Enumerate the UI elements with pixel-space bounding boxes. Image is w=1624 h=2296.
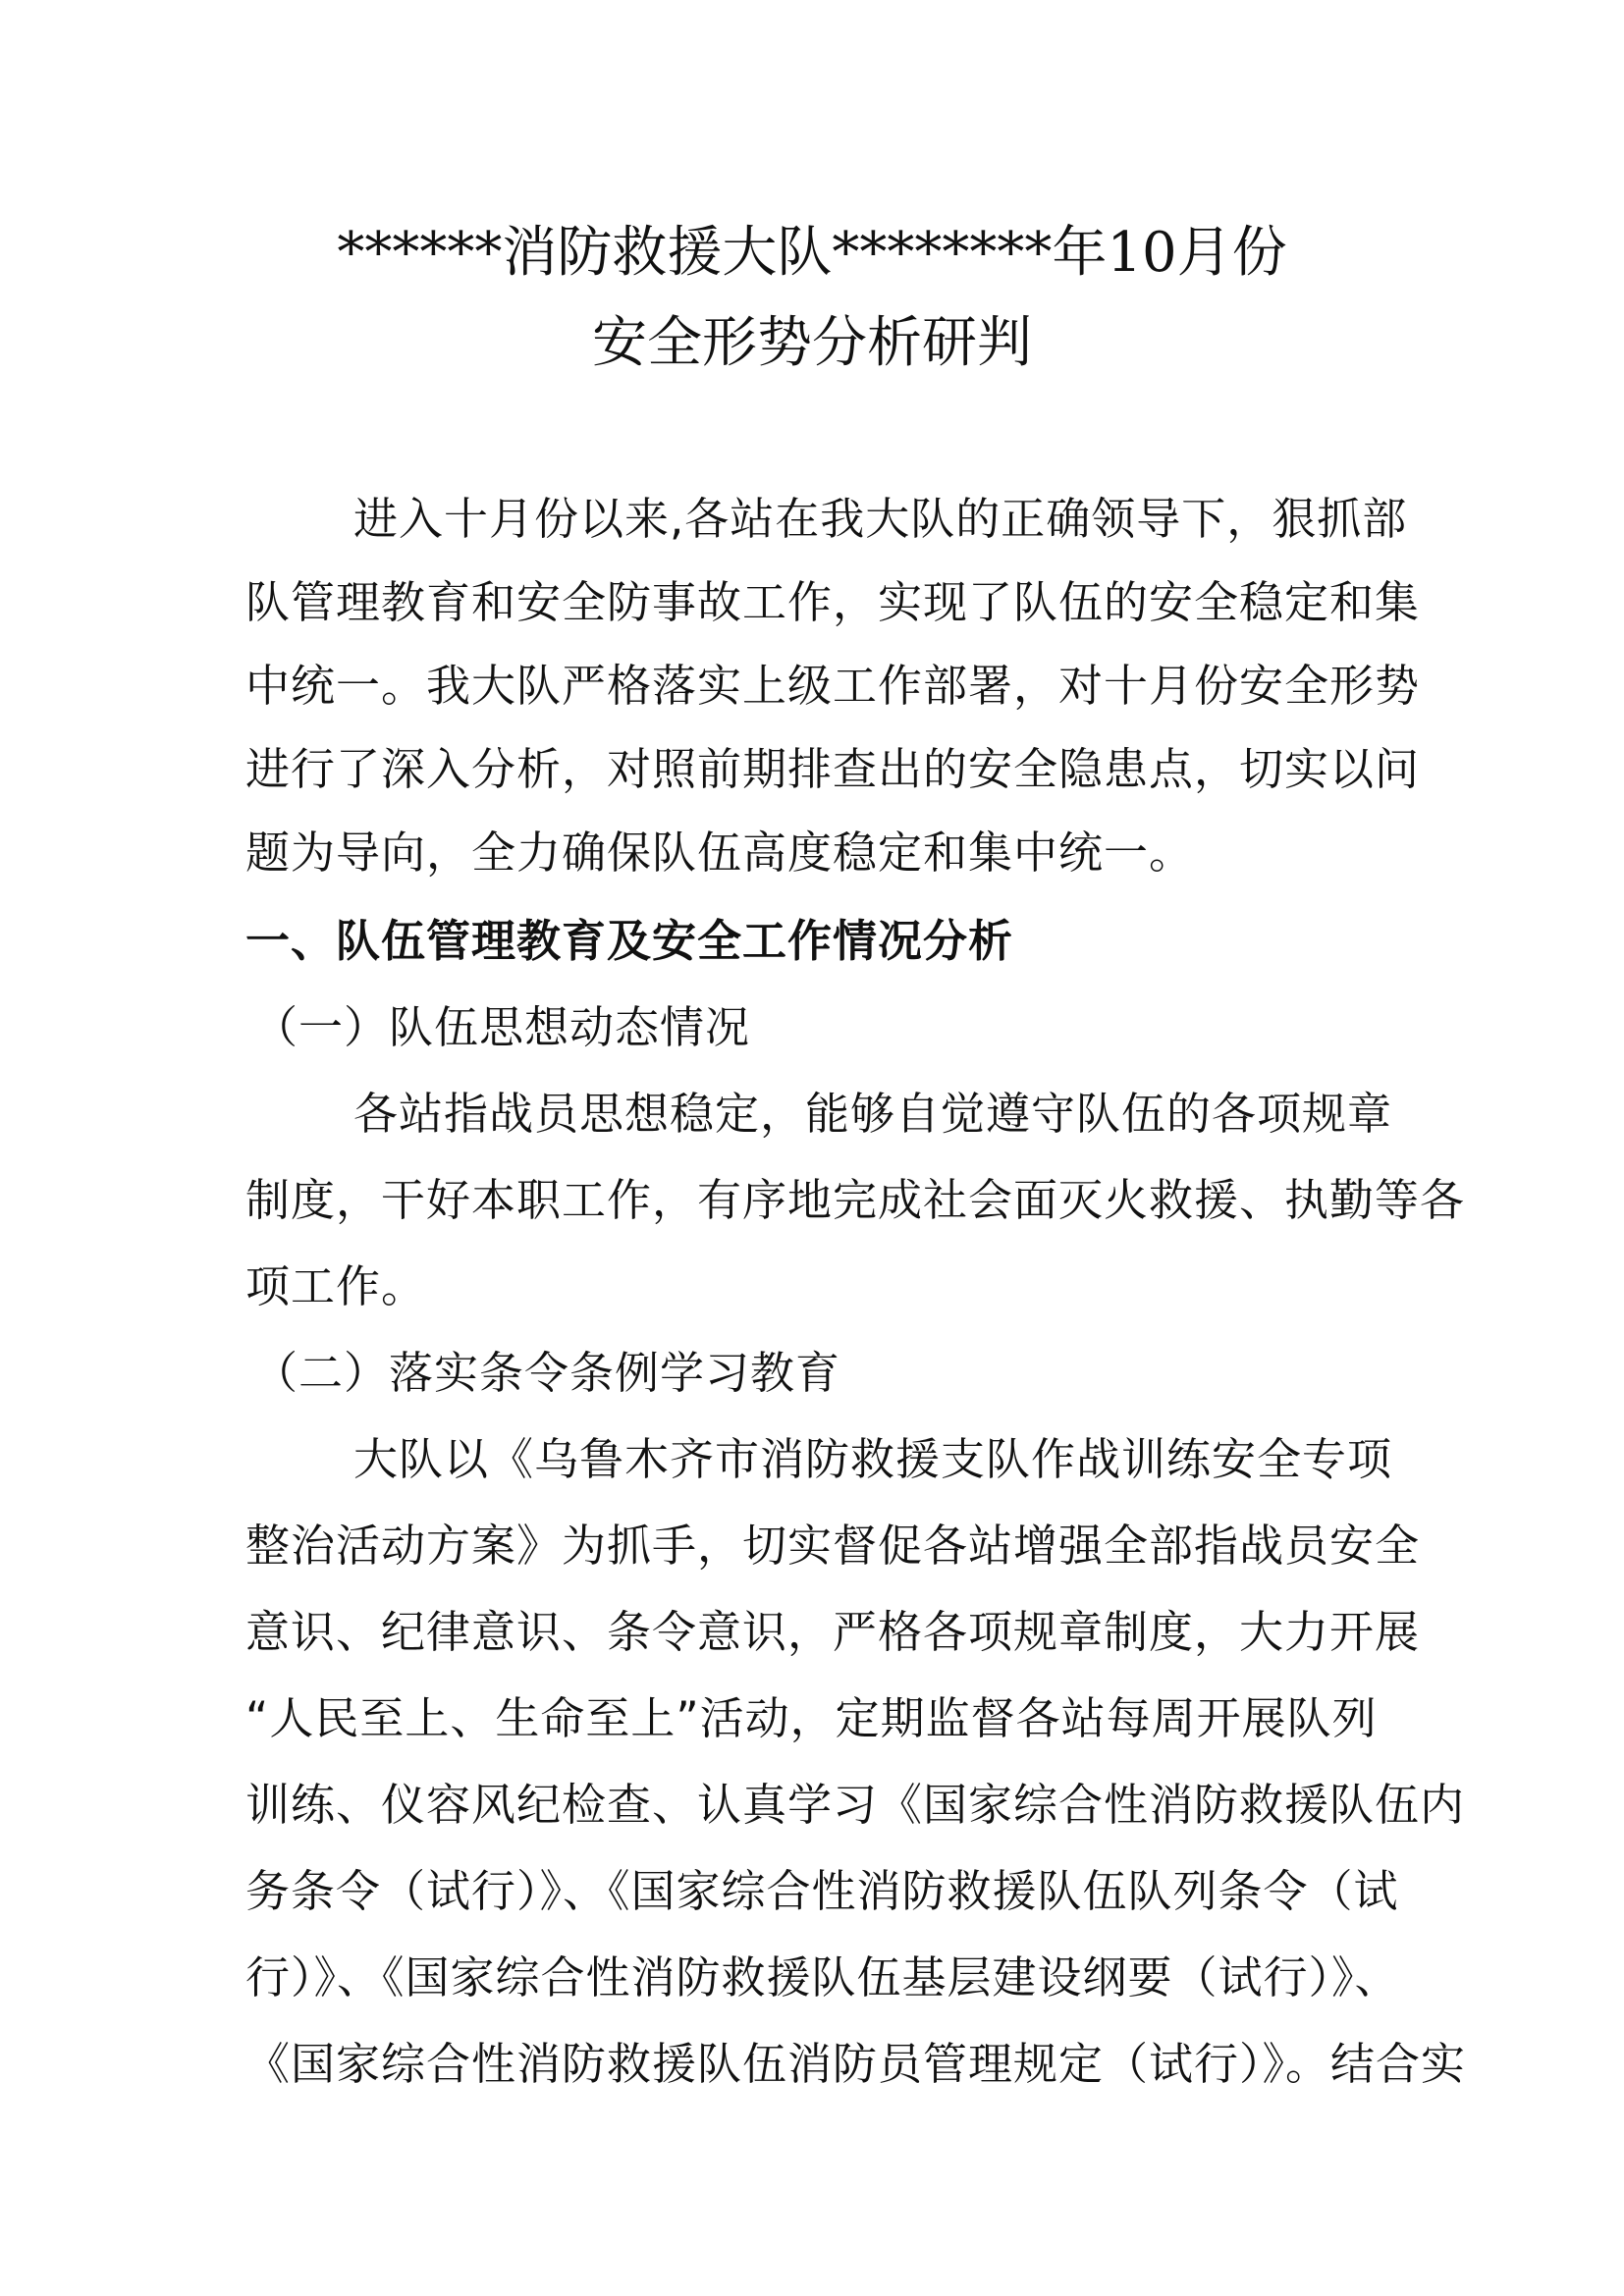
- paragraph-line: 《国家综合性消防救援队伍消防员管理规定（试行）》。结合实: [245, 2038, 1467, 2090]
- paragraph-line: 行）》、《国家综合性消防救援队伍基层建设纲要（试行）》、: [245, 1951, 1400, 2003]
- paragraph-line: 大队以《乌鲁木齐市消防救援支队作战训练安全专项: [353, 1433, 1393, 1485]
- paragraph-line: 各站指战员思想稳定，能够自觉遵守队伍的各项规章: [353, 1088, 1393, 1140]
- intro-line: 进行了深入分析，对照前期排查出的安全隐患点，切实以问: [245, 743, 1421, 795]
- intro-line: 进入十月份以来,各站在我大队的正确领导下，狠抓部: [353, 493, 1408, 545]
- document-title-line-2: 安全形势分析研判: [592, 311, 1032, 375]
- paragraph-line: 项工作。: [245, 1260, 427, 1312]
- subsection-heading: （二）落实条令条例学习教育: [253, 1347, 841, 1399]
- paragraph-line: 整治活动方案》为抓手，切实督促各站增强全部指战员安全: [245, 1520, 1421, 1572]
- paragraph-line: 意识、纪律意识、条令意识，严格各项规章制度，大力开展: [245, 1606, 1421, 1658]
- paragraph-line: “人民至上、生命至上”活动，定期监督各站每周开展队列: [245, 1692, 1378, 1744]
- intro-line: 题为导向，全力确保队伍高度稳定和集中统一。: [245, 827, 1195, 879]
- subsection-heading: （一）队伍思想动态情况: [253, 1001, 751, 1053]
- intro-line: 队管理教育和安全防事故工作，实现了队伍的安全稳定和集: [245, 576, 1421, 628]
- document-title-line-1: ******消防救援大队********年10月份: [337, 221, 1287, 285]
- paragraph-line: 制度，干好本职工作，有序地完成社会面灭火救援、执勤等各: [245, 1174, 1466, 1226]
- section-heading: 一、队伍管理教育及安全工作情况分析: [245, 915, 1014, 967]
- paragraph-line: 训练、仪容风纪检查、认真学习《国家综合性消防救援队伍内: [245, 1779, 1466, 1831]
- paragraph-line: 务条令（试行）》、《国家综合性消防救援队伍队列条令（试: [245, 1865, 1399, 1917]
- intro-line: 中统一。我大队严格落实上级工作部署，对十月份安全形势: [245, 660, 1421, 712]
